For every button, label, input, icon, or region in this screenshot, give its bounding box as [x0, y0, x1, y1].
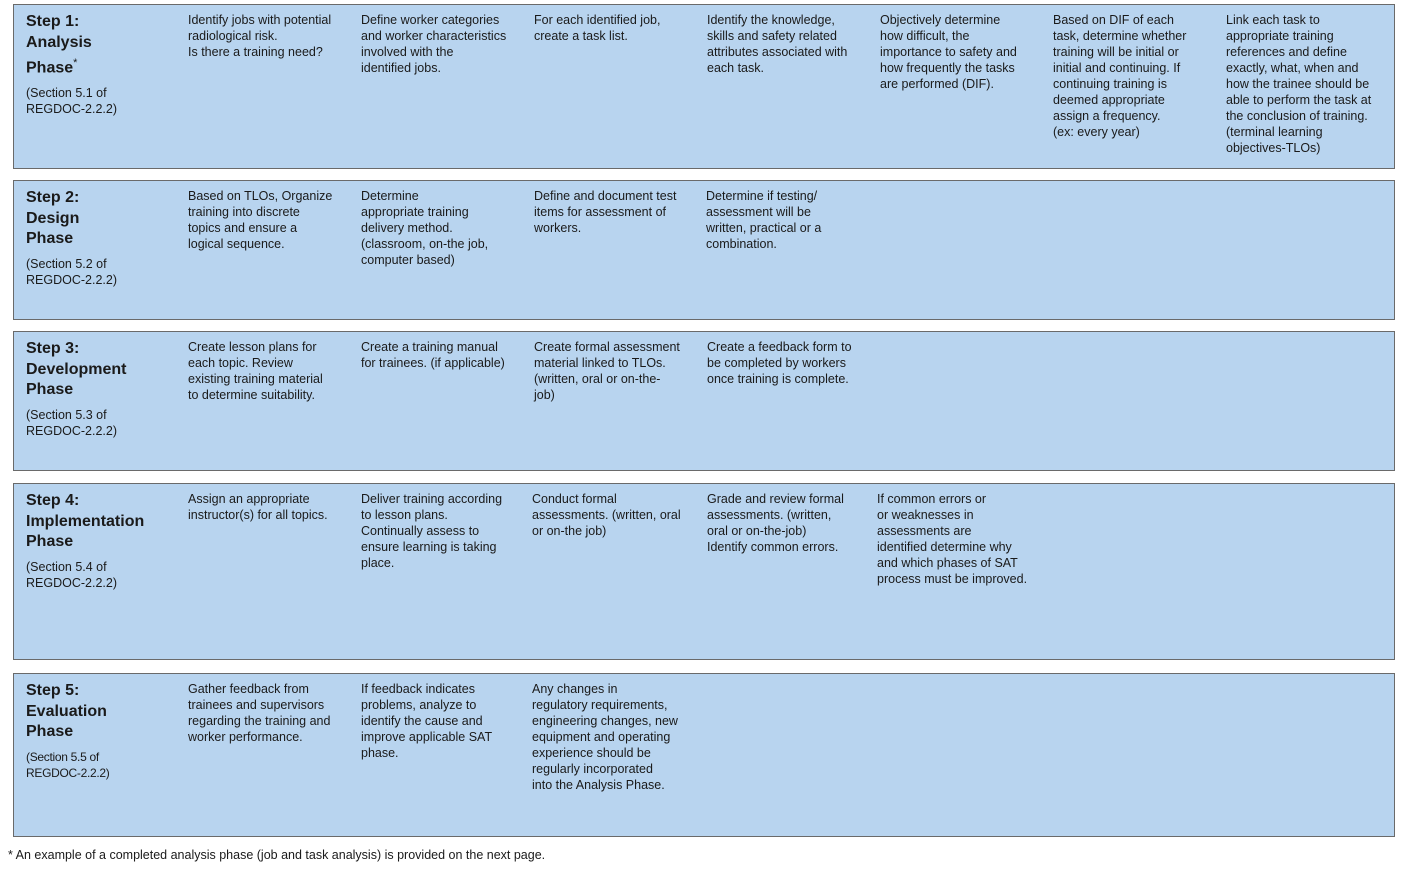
- phase-block-analysis: [13, 4, 1395, 169]
- task-cell: Define and document test items for assessment of workers.: [534, 189, 677, 235]
- task-cell: Identify jobs with potential radiological risk. Is there a training need?: [188, 13, 332, 59]
- task-cell: Any changes in regulatory requirements, engineering changes, new equipment and operating experience should be regularly incorporated into the Analysis Phase.: [532, 682, 678, 792]
- task-cell: For each identified job, create a task list.: [534, 13, 661, 43]
- task-cell: If feedback indicates problems, analyze to identify the cause and improve applicable SAT phase.: [361, 682, 493, 760]
- phase-header: [26, 12, 186, 117]
- task-cell: Link each task to appropriate training references and define exactly, what, when and how the trainee should be able to perform the task at the conclusion of training. (terminal learning objectives-TLOs): [1226, 13, 1372, 155]
- footnote: * An example of a completed analysis phase (job and task analysis) is provided on the next page.: [8, 848, 546, 862]
- phase-section-reference: (Section 5.5 of REGDOC-2.2.2): [26, 749, 110, 780]
- task-cell: Determine if testing/ assessment will be written, practical or a combination.: [706, 189, 822, 251]
- phase-title: Step 1: Analysis Phase*: [26, 13, 92, 77]
- task-cell: Gather feedback from trainees and supervisors regarding the training and worker performance.: [188, 682, 331, 744]
- phase-block-development: [13, 331, 1395, 471]
- task-cell: Create a training manual for trainees. (if applicable): [361, 340, 505, 370]
- phase-title: Step 2: Design Phase: [26, 189, 80, 247]
- phase-header: [26, 491, 186, 591]
- phase-title: Step 4: Implementation Phase: [26, 492, 145, 550]
- task-cell: Grade and review formal assessments. (written, oral or on-the-job) Identify common errors.: [707, 492, 844, 554]
- task-cell: Identify the knowledge, skills and safety related attributes associated with each task.: [707, 13, 848, 75]
- phase-title: Step 5: Evaluation Phase: [26, 682, 107, 740]
- task-cell: Deliver training according to lesson plans. Continually assess to ensure learning is taking place.: [361, 492, 503, 570]
- phase-title: Step 3: Development Phase: [26, 340, 127, 398]
- phase-section-reference: (Section 5.1 of REGDOC-2.2.2): [26, 85, 117, 116]
- task-cell: Create formal assessment material linked to TLOs. (written, oral or on-the- job): [534, 340, 680, 402]
- phase-block-implementation: [13, 483, 1395, 660]
- task-cell: Based on TLOs, Organize training into discrete topics and ensure a logical sequence.: [188, 189, 333, 251]
- task-cell: Define worker categories and worker characteristics involved with the identified jobs.: [361, 13, 507, 75]
- task-cell: Objectively determine how difficult, the importance to safety and how frequently the tasks are performed (DIF).: [880, 13, 1017, 91]
- task-cell: Create a feedback form to be completed by workers once training is complete.: [707, 340, 852, 386]
- phase-section-reference: (Section 5.4 of REGDOC-2.2.2): [26, 559, 117, 590]
- phase-block-design: [13, 180, 1395, 320]
- footnote-marker: *: [73, 57, 78, 69]
- task-cell: Assign an appropriate instructor(s) for all topics.: [188, 492, 328, 522]
- phase-section-reference: (Section 5.3 of REGDOC-2.2.2): [26, 407, 117, 438]
- phase-header: [26, 681, 186, 781]
- task-cell: Create lesson plans for each topic. Review existing training material to determine suitability.: [188, 340, 323, 402]
- task-cell: If common errors or or weaknesses in assessments are identified determine why and which phases of SAT process must be improved.: [877, 492, 1028, 586]
- phase-section-reference: (Section 5.2 of REGDOC-2.2.2): [26, 256, 117, 287]
- phase-block-evaluation: [13, 673, 1395, 837]
- task-cell: Determine appropriate training delivery method. (classroom, on-the job, computer based): [361, 189, 489, 267]
- phase-header: [26, 188, 186, 288]
- phase-header: [26, 339, 186, 439]
- task-cell: Based on DIF of each task, determine whether training will be initial or initial and continuing. If continuing training is deemed appropriate assign a frequency. (ex: every year): [1053, 13, 1187, 139]
- task-cell: Conduct formal assessments. (written, oral or on-the job): [532, 492, 681, 538]
